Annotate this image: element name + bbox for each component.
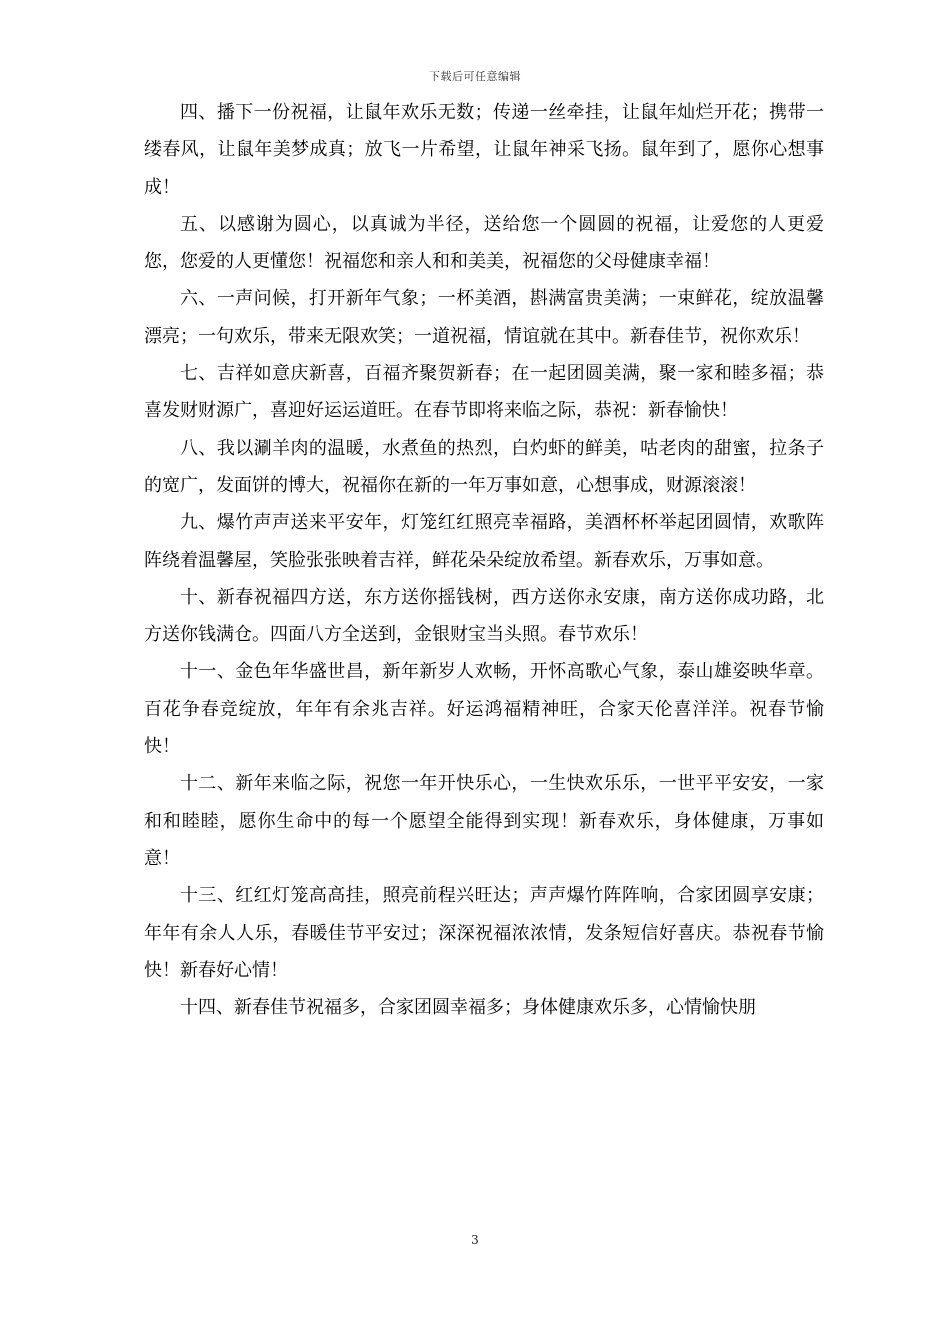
document-body [144,94,824,1026]
paragraph: 九、爆竹声声送来平安年，灯笼红红照亮幸福路，美酒杯杯举起团圆情，欢歌阵阵绕着温馨屋，笑脸张张映着吉祥，鲜花朵朵绽放希望。新春欢乐，万事如意。 [144,512,824,571]
paragraph: 十三、红红灯笼高高挂，照亮前程兴旺达；声声爆竹阵阵响，合家团圆享安康；年年有余人人乐，春暖佳节平安过；深深祝福浓浓情，发条短信好喜庆。恭祝春节愉快！新春好心情！ [144,885,824,981]
paragraph: 十二、新年来临之际，祝您一年开快乐心，一生快欢乐乐，一世平平安安，一家和和睦睦，愿你生命中的每一个愿望全能得到实现！新春欢乐，身体健康，万事如意！ [144,773,824,869]
paragraph: 十一、金色年华盛世昌，新年新岁人欢畅，开怀高歌心气象，泰山雄姿映华章。百花争春竞绽放，年年有余兆吉祥。好运鸿福精神旺，合家天伦喜洋洋。祝春节愉快！ [144,661,824,758]
page-number: 3 [471,1233,479,1247]
paragraph: 十、新春祝福四方送，东方送你摇钱树，西方送你永安康，南方送你成功路，北方送你钱满仓。四面八方全送到，金银财宝当头照。春节欢乐！ [144,586,824,646]
paragraph: 八、我以涮羊肉的温暖，水煮鱼的热烈，白灼虾的鲜美，咕老肉的甜蜜，拉条子的宽广，发面饼的博大，祝福你在新的一年万事如意，心想事成，财源滚滚！ [144,437,824,496]
page-header: 下载后可任意编辑 [429,70,521,83]
paragraph: 十四、新春佳节祝福多，合家团圆幸福多；身体健康欢乐多，心情愉快朋 [180,997,756,1019]
paragraph: 七、吉祥如意庆新喜，百福齐聚贺新春；在一起团圆美满，聚一家和睦多福；恭喜发财财源广，喜迎好运运道旺。在春节即将来临之际，恭祝：新春愉快！ [144,363,824,422]
paragraph: 四、播下一份祝福，让鼠年欢乐无数；传递一丝牵挂，让鼠年灿烂开花；携带一缕春风，让鼠年美梦成真；放飞一片希望，让鼠年神采飞扬。鼠年到了，愿你心想事成！ [144,102,824,198]
paragraph: 五、以感谢为圆心，以真诚为半径，送给您一个圆圆的祝福，让爱您的人更爱您，您爱的人更懂您！祝福您和亲人和和美美，祝福您的父母健康幸福！ [144,213,824,273]
paragraph: 六、一声问候，打开新年气象；一杯美酒，斟满富贵美满；一束鲜花，绽放温馨漂亮；一句欢乐，带来无限欢笑；一道祝福，情谊就在其中。新春佳节，祝你欢乐！ [144,288,824,347]
